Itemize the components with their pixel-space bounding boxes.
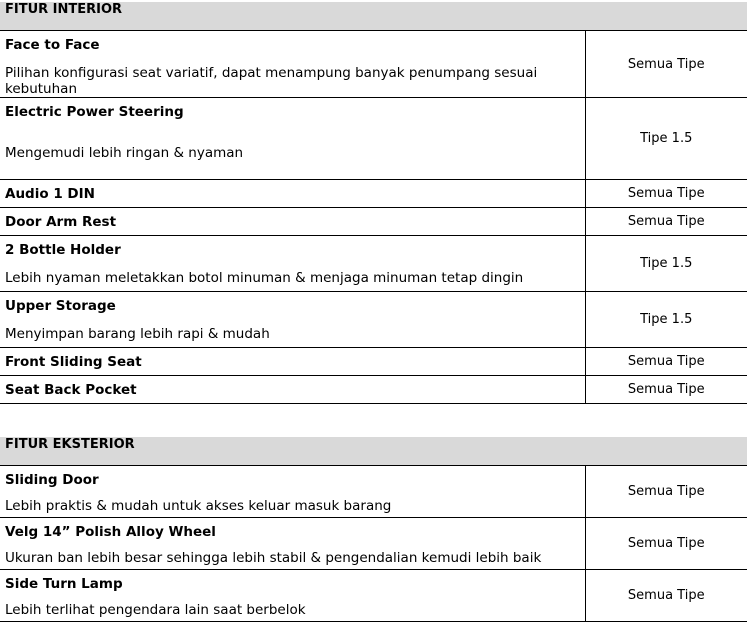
feature-name: Audio 1 DIN [5, 185, 95, 202]
feature-type: Semua Tipe [585, 466, 747, 518]
table-row [0, 292, 747, 348]
feature-type: Tipe 1.5 [585, 98, 747, 180]
table-row [0, 376, 747, 404]
feature-type: Tipe 1.5 [585, 292, 747, 348]
interior-feature-table [0, 2, 747, 404]
feature-name: Velg 14” Polish Alloy Wheel [5, 524, 216, 540]
table-row [0, 348, 747, 376]
feature-description: Lebih terlihat pengendara lain saat berbelok [5, 602, 306, 618]
table-row [0, 570, 747, 622]
exterior-heading: FITUR EKSTERIOR [0, 437, 747, 466]
feature-name: Sliding Door [5, 472, 99, 488]
feature-type: Semua Tipe [585, 518, 747, 570]
feature-name: Door Arm Rest [5, 213, 117, 230]
feature-type: Semua Tipe [585, 570, 747, 622]
feature-description: Menyimpan barang lebih rapi & mudah [5, 326, 270, 342]
table-row [0, 31, 747, 98]
feature-type: Semua Tipe [585, 31, 747, 98]
feature-type: Semua Tipe [585, 376, 747, 404]
feature-name: 2 Bottle Holder [5, 242, 121, 258]
feature-name: Electric Power Steering [5, 104, 184, 120]
feature-description: Lebih nyaman meletakkan botol minuman & menjaga minuman tetap dingin [5, 270, 524, 286]
exterior-header-row [0, 437, 747, 466]
feature-name: Seat Back Pocket [5, 381, 137, 398]
feature-description: Ukuran ban lebih besar sehingga lebih stabil & pengendalian kemudi lebih baik [5, 550, 542, 566]
table-row [0, 98, 747, 180]
interior-heading: FITUR INTERIOR [0, 2, 747, 31]
feature-type: Tipe 1.5 [585, 236, 747, 292]
interior-header-row [0, 2, 747, 31]
feature-name: Upper Storage [5, 298, 116, 314]
table-row [0, 180, 747, 208]
feature-description: Mengemudi lebih ringan & nyaman [5, 145, 244, 161]
feature-type: Semua Tipe [585, 208, 747, 236]
feature-name: Side Turn Lamp [5, 576, 123, 592]
feature-description: Lebih praktis & mudah untuk akses keluar masuk barang [5, 498, 392, 514]
feature-description: Pilihan konfigurasi seat variatif, dapat menampung banyak penumpang sesuai kebutuhan [5, 65, 538, 97]
feature-type: Semua Tipe [585, 180, 747, 208]
feature-name: Front Sliding Seat [5, 353, 142, 370]
table-row [0, 236, 747, 292]
exterior-feature-table [0, 437, 747, 622]
table-row [0, 466, 747, 518]
feature-name: Face to Face [5, 37, 100, 53]
table-row [0, 208, 747, 236]
feature-type: Semua Tipe [585, 348, 747, 376]
table-row [0, 518, 747, 570]
